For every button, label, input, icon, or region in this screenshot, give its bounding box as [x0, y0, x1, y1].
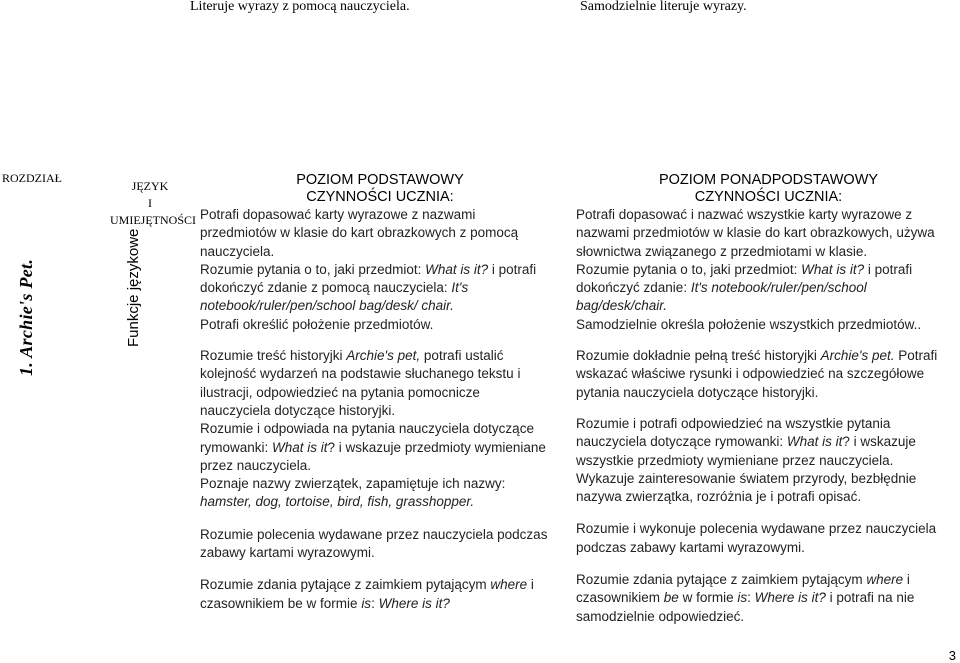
page-number: 3 — [948, 648, 956, 663]
basic-p2a-title: Archie's pet, — [346, 348, 421, 364]
basic-p4-where: where — [490, 577, 528, 593]
basic-p1b — [200, 261, 550, 316]
advanced-p2a-post: Potrafi wskazać właściwe rysunki i odpowiedzieć na szczegółowe pytania nauczyciela dotyczące historyjki. — [576, 348, 938, 400]
advanced-p3: Rozumie i wykonuje polecenia wydawane przez nauczyciela podczas zabawy kartami wyrazowymi. — [576, 521, 937, 555]
top-left-text: Literuje wyrazy z pomocą nauczyciela. — [190, 0, 410, 14]
skills-header-line2: I UMIEJĘTNOŚCI — [110, 196, 196, 227]
advanced-sub-title: CZYNNOŚCI UCZNIA: — [694, 189, 843, 205]
basic-p2a-post: potrafi ustalić kolejność wydarzeń na podstawie słuchanego tekstu i ilustracji, odpowiedzieć na pytania pomocnicze nauczyciela dotyczące historyjki. — [200, 348, 521, 418]
basic-p2a-pre: Rozumie treść historyjki — [200, 348, 347, 364]
basic-p4-pre: Rozumie zdania pytające z zaimkiem pytającym — [200, 577, 491, 593]
advanced-p4-colon: : — [747, 590, 755, 606]
basic-p2a — [200, 347, 550, 420]
advanced-p1b-question: What is it? — [801, 261, 865, 277]
basic-p4-is: is — [361, 595, 372, 611]
advanced-p1b-pre: Rozumie pytania o to, jaki przedmiot: — [576, 261, 802, 277]
advanced-p4-pre: Rozumie zdania pytające z zaimkiem pytającym — [576, 572, 867, 588]
advanced-p2b-pre: Rozumie i potrafi odpowiedzieć na wszystkie pytania nauczyciela dotyczące rymowanki: — [576, 415, 891, 450]
basic-p4 — [200, 576, 550, 613]
basic-p4-question: Where is it? — [378, 595, 450, 611]
advanced-p1b — [576, 261, 960, 316]
advanced-p2b — [576, 415, 960, 470]
basic-p1b-mid: i potrafi dokończyć zdanie z pomocą nauczyciela: — [200, 261, 537, 296]
advanced-p2b-question: What is it — [786, 434, 843, 450]
basic-p2c-animals — [200, 493, 550, 511]
chapter-header: ROZDZIAŁ — [2, 171, 62, 185]
functions-title: Funkcje językowe — [125, 228, 142, 347]
advanced-p2a — [576, 347, 960, 402]
unit-title: 1. Archie's Pet. — [16, 258, 36, 376]
advanced-p2b-post: ? i wskazuje wszystkie przedmioty wymieniane przez nauczyciela. — [576, 434, 916, 468]
basic-animals-list: hamster, dog, tortoise, bird, fish, grasshopper. — [200, 494, 475, 510]
advanced-level-title: POZIOM PONADPODSTAWOWY — [658, 172, 879, 188]
basic-sub-title: CZYNNOŚCI UCZNIA: — [306, 189, 454, 205]
basic-p2b-pre: Rozumie i odpowiada na pytania nauczyciela dotyczące rymowanki: — [200, 421, 534, 455]
advanced-p4-question: Where is it? — [754, 590, 826, 606]
basic-p1c: Potrafi określić położenie przedmiotów. — [200, 316, 434, 332]
advanced-p4-mid2: w formie — [678, 590, 738, 606]
basic-p4-colon: : — [371, 595, 379, 611]
basic-p2b-post: ? i wskazuje przedmioty wymieniane przez nauczyciela. — [200, 439, 546, 473]
basic-p1b-pre: Rozumie pytania o to, jaki przedmiot: — [200, 261, 426, 277]
basic-level-title: POZIOM PODSTAWOWY — [296, 172, 464, 188]
basic-level-column — [200, 172, 550, 613]
advanced-p4-is: is — [737, 590, 748, 606]
skills-header-line1: JĘZYK — [131, 179, 169, 193]
top-right-text: Samodzielnie literuje wyrazy. — [580, 0, 747, 14]
advanced-p1b-vocab: It's notebook/ruler/pen/school bag/desk/chair. — [576, 280, 867, 314]
basic-p1b-vocab: It's notebook/ruler/pen/school bag/desk/ chair. — [200, 280, 469, 314]
basic-p3: Rozumie polecenia wydawane przez nauczyciela podczas zabawy kartami wyrazowymi. — [200, 526, 548, 561]
advanced-p4-where: where — [866, 572, 904, 588]
advanced-p4 — [576, 571, 960, 626]
advanced-p1b-mid: i potrafi dokończyć zdanie: — [576, 261, 913, 296]
basic-p1b-question: What is it? — [425, 261, 489, 277]
advanced-p1c: Samodzielnie określa położenie wszystkich przedmiotów.. — [576, 316, 922, 332]
basic-p4-mid: i czasownikiem be w formie — [200, 577, 534, 611]
basic-p2b — [200, 420, 550, 475]
advanced-p2a-title: Archie's pet. — [820, 348, 895, 364]
advanced-p2c: Wykazuje zainteresowanie światem przyrody, bezbłędnie nazywa zwierzątka, rozróżnia je i potrafi opisać. — [576, 470, 917, 505]
skills-header — [110, 178, 196, 229]
basic-p2c: Poznaje nazwy zwierzątek, zapamiętuje ich nazwy: — [200, 476, 506, 492]
advanced-p1a: Potrafi dopasować i nazwać wszystkie karty wyrazowe z nazwami przedmiotów w klasie do kart obrazkowych, używa słownictwa związanego z przedmiotami w klasie. — [576, 207, 935, 259]
advanced-p4-be: be — [663, 590, 679, 606]
basic-p2b-question: What is it — [272, 439, 328, 455]
basic-p1a: Potrafi dopasować karty wyrazowe z nazwami przedmiotów w klasie do kart obrazkowych z pomocą nauczyciela. — [200, 207, 519, 259]
advanced-level-column — [576, 172, 960, 626]
advanced-p4-mid: i czasownikiem — [576, 572, 910, 606]
advanced-p2a-pre: Rozumie dokładnie pełną treść historyjki — [576, 348, 821, 364]
advanced-p4-post: i potrafi na nie samodzielnie odpowiedzieć. — [576, 590, 915, 624]
